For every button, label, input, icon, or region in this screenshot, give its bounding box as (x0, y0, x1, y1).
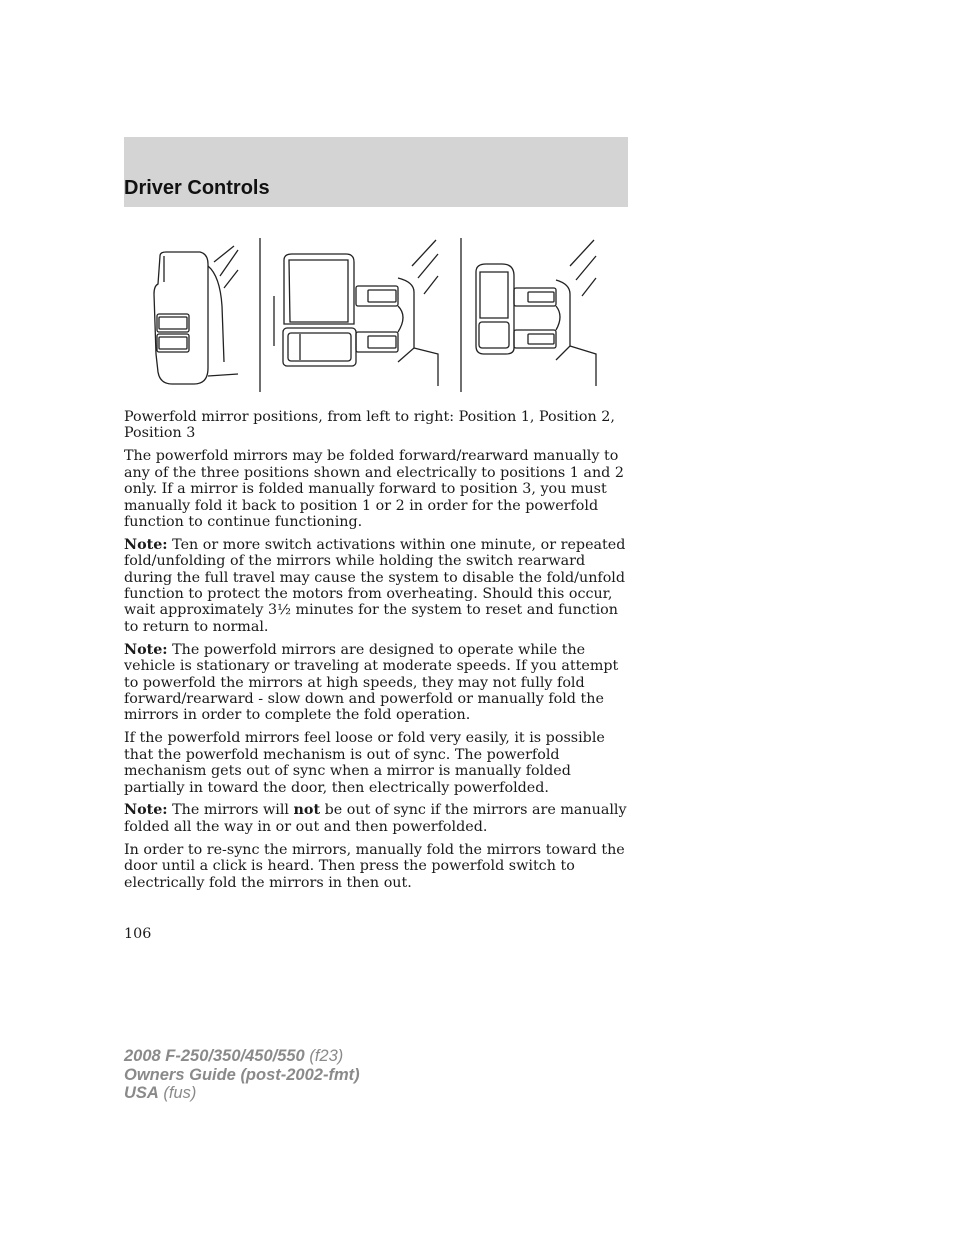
footer-code: (f23) (304, 1047, 344, 1065)
figure-caption: Powerfold mirror positions, from left to right: Position 1, Position 2, Position 3 (124, 409, 615, 442)
page-number: 106 (124, 926, 152, 942)
footer-line (124, 1084, 360, 1103)
note-paragraph (124, 642, 630, 724)
note-text: The powerfold mirrors are designed to operate while the vehicle is stationary or traveling at moderate speeds. If you attempt to powerfold the mirrors at high speeds, they may not fully fold forward/rearward - slow down and powerfold or manually fold the mirrors in order to complete the fold operation. (124, 641, 619, 724)
footer-model: 2008 F-250/350/450/550 (124, 1047, 305, 1065)
footer-line (124, 1066, 360, 1085)
note-text: be out of sync if the mirrors are manually folded all the way in or out and then powerfolded. (124, 802, 627, 835)
powerfold-mirror-figure (124, 236, 628, 396)
document-footer (124, 1047, 360, 1103)
body-text (124, 409, 630, 897)
mirror-position-1-icon (154, 246, 238, 384)
note-text: Ten or more switch activations within one minute, or repeated fold/unfolding of the mirrors while holding the switch rearward during the full travel may cause the system to disable the fold/unfold function to protect the motors from overheating. Should this occur, wait approximately 3½ minutes for the system to reset and function to return to normal. (124, 536, 626, 635)
footer-market: USA (124, 1084, 159, 1102)
note-label: Note: (124, 641, 168, 658)
section-title: Driver Controls (124, 177, 270, 199)
note-paragraph (124, 802, 630, 835)
note-paragraph (124, 537, 630, 635)
note-label: Note: (124, 536, 168, 553)
paragraph: The powerfold mirrors may be folded forward/rearward manually to any of the three positions shown and electrically to positions 1 and 2 only. If a mirror is folded manually forward to position 3, you must manually fold it back to position 1 or 2 in order for the powerfold function to continue functioning. (124, 448, 624, 530)
mirror-position-3-icon (476, 240, 596, 386)
paragraph: If the powerfold mirrors feel loose or fold very easily, it is possible that the powerfold mechanism is out of sync. The powerfold mechanism gets out of sync when a mirror is manually folded partially in toward the door, then electrically powerfolded. (124, 730, 605, 796)
footer-guide: Owners Guide (post-2002-fmt) (124, 1065, 360, 1084)
footer-line (124, 1047, 360, 1066)
paragraph: In order to re-sync the mirrors, manually fold the mirrors toward the door until a click is heard. Then press the powerfold switch to electrically fold the mirrors in then out. (124, 841, 625, 891)
mirror-position-2-icon (274, 240, 438, 386)
note-label: Note: (124, 802, 168, 819)
footer-market-code: (fus) (158, 1084, 197, 1102)
note-text: The mirrors will (167, 802, 294, 819)
emphasis: not (293, 802, 321, 819)
